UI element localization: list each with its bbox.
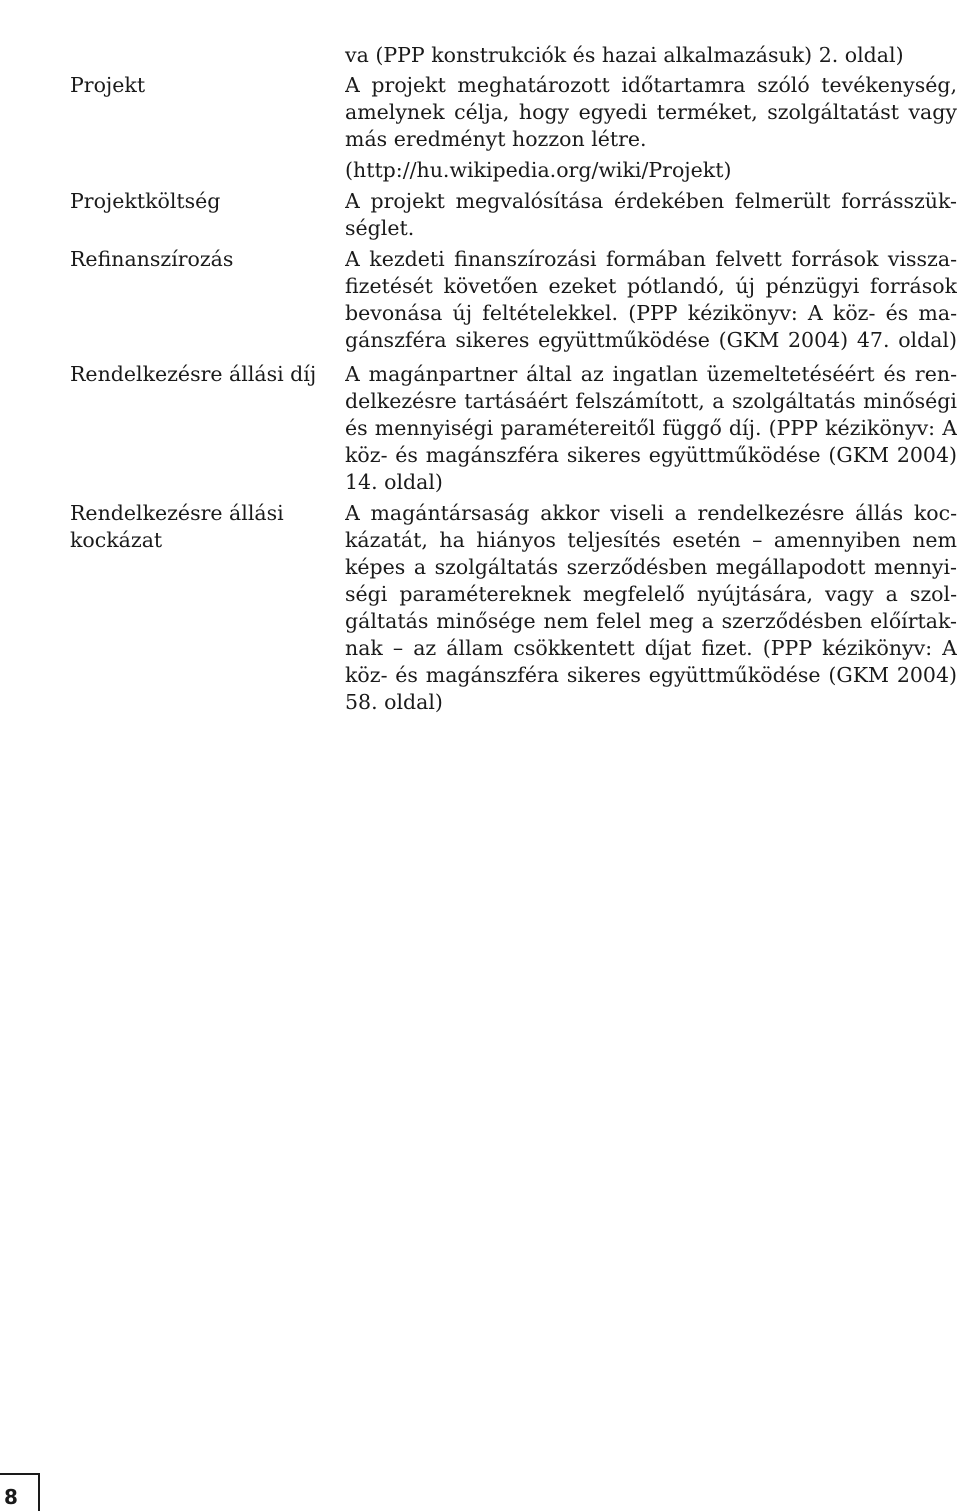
term-rendelkezesre-allasi-dij: Rendelkezésre állási díj [70,362,317,386]
definition-line: köz- és magánszféra sikeres együttműködése (GKM 2004) [345,443,957,467]
page-number: 8 [4,1485,18,1509]
term-projektkoltseg: Projektköltség [70,189,221,213]
definition-line: képes a szolgáltatás szerződésben megállapodott mennyi- [345,555,957,579]
term-projekt: Projekt [70,73,146,97]
definition-line: A projekt meghatározott időtartamra szóló tevékenység, [345,73,957,97]
term-refinanszirozas: Refinanszírozás [70,247,234,271]
definition-line: gánszféra sikeres együttműködése (GKM 2004) 47. oldal) [345,328,957,352]
definition-line: kázatát, ha hiányos teljesítés esetén – amennyiben nem [345,528,957,552]
definition-line: gáltatás minősége nem felel meg a szerződésben előírtak- [345,609,957,633]
definition-line: ségi paramétereknek megfelelő nyújtására, vagy a szol- [345,582,957,606]
definition-line: amelynek célja, hogy egyedi terméket, szolgáltatást vagy [345,100,957,124]
term-rendelkezesre-allasi-kockazat: Rendelkezésre állási [70,501,284,525]
definition-line: 58. oldal) [345,690,443,714]
definition-line: köz- és magánszféra sikeres együttműködése (GKM 2004) [345,663,957,687]
definition-line: nak – az állam csökkentett díjat fizet. (PPP kézikönyv: A [345,636,957,660]
definition-line: séglet. [345,216,415,240]
definition-line: fizetését követően ezeket pótlandó, új pénzügyi források [345,274,957,298]
definition-line: és mennyiségi paramétereitől függő díj. (PPP kézikönyv: A [345,416,957,440]
definition-line: A magánpartner által az ingatlan üzemeltetéséért és ren- [345,362,957,386]
definition-line: bevonása új feltételekkel. (PPP kézikönyv: A köz- és ma- [345,301,957,325]
definition-line: A kezdeti finanszírozási formában felvett források vissza- [345,247,957,271]
definition-line: más eredményt hozzon létre. [345,127,647,151]
definition-line: 14. oldal) [345,470,443,494]
continuation-text: va (PPP konstrukciók és hazai alkalmazásuk) 2. oldal) [345,43,904,67]
term-rendelkezesre-allasi-kockazat-cont: kockázat [70,528,163,552]
definition-line: A magántársaság akkor viseli a rendelkezésre állás koc- [345,501,957,525]
definition-line: delkezésre tartásáért felszámított, a szolgáltatás minőségi [345,389,957,413]
definition-line: A projekt megvalósítása érdekében felmerült forrásszük- [345,189,957,213]
definition-source: (http://hu.wikipedia.org/wiki/Projekt) [345,158,732,182]
